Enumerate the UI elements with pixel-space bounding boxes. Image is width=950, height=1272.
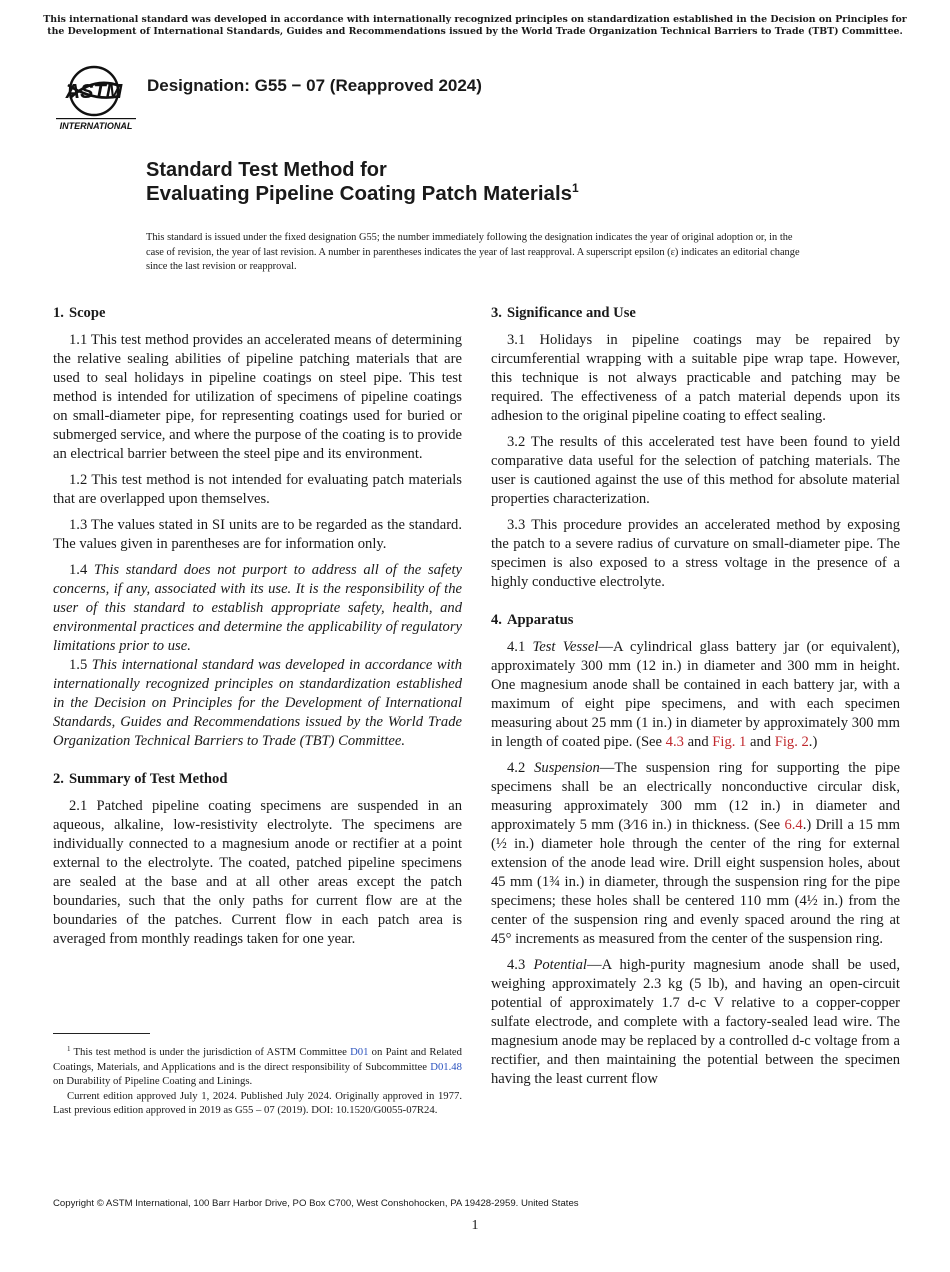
section-title: Significance and Use: [506, 305, 636, 321]
footnote-edition: Current edition approved July 1, 2024. Published July 2024. Originally approved in 1977. Last previous edition approved in 2019 as G55 – 07 (2019). DOI: 10.1520/G0055-07R24.: [53, 1089, 462, 1116]
paragraph-1-3: 1.3 The values stated in SI units are to be regarded as the standard. The values given in parentheses are for information only.: [53, 517, 462, 552]
paragraph-1-2: 1.2 This test method is not intended for evaluating patch materials that are overlapped upon themselves.: [53, 472, 462, 507]
logo-subtitle: INTERNATIONAL: [59, 121, 133, 131]
right-column: [491, 304, 900, 1096]
paragraph-1-4: [53, 561, 462, 656]
term-suspension: Suspension: [534, 760, 600, 776]
footnote-1: [53, 1045, 462, 1089]
paragraph-text-cont: .) Drill a 15 mm (½ in.) diameter hole through the center of the ring for external extension of the anode lead wire. Drill eight suspension holes, about 45 mm (1¾ in.) in diameter, through the suspension ring for the pipe specimens; these holes shall be centered 110 mm (4½ in.) from the center of the suspension ring and evenly spaced around the ring at 45° increments as measured from the center of the suspension ring.: [491, 817, 900, 947]
paragraph-text: —A cylindrical glass battery jar (or equivalent), approximately 300 mm (12 in.) in diameter and 300 mm in height. One magnesium anode shall be contained in each battery jar, with a maximum of eight pipe specimens, and with each specimen measuring about 25 mm (1 in.) in diameter by approximately 300 mm in length of coated pipe. (See: [491, 639, 900, 750]
ref-link-d01-48[interactable]: D01.48: [430, 1060, 462, 1073]
paragraph-4-2: [491, 759, 900, 949]
left-column: [53, 304, 462, 956]
term-test-vessel: Test Vessel: [532, 639, 599, 655]
paragraph-1-1: 1.1 This test method provides an accelerated means of determining the relative sealing abilities of pipeline patching materials that are used to seal holidays in pipeline coatings on steel pipe. This test method is intended for utilization of specimens of pipeline coatings on small-diameter pipe, for representing coatings used for buried or submerged service, and where the purpose of the coating is to provide an electrical barrier between the steel pipe and its environment.: [53, 332, 462, 462]
ref-link-4-3[interactable]: 4.3: [665, 734, 684, 750]
paragraph-3-1: 3.1 Holidays in pipeline coatings may be repaired by circumferential wrapping with a suitable pipe wrap tape. However, this technique is not always practicable and patching may be required. The effectiveness of a patch material depends upon its adhesion to the original pipeline coating to effect sealing.: [491, 332, 900, 424]
title-line-2: [146, 182, 866, 206]
ref-link-6-4[interactable]: 6.4: [784, 817, 803, 833]
page-number: 1: [471, 1218, 479, 1233]
paragraph-2-1: 2.1 Patched pipeline coating specimens are suspended in an aqueous, alkaline, low-resistivity electrolyte. The specimens are individually connected to a magnesium anode or rectifier at a point external to the electrolyte. The coated, patched pipeline specimens are sealed at the base and at all other areas except the patch boundaries, such that the only paths for current flow are at the boundaries of the patches. Current flow in each patch area is averaged from monthly readings taken for one year.: [53, 798, 462, 947]
section-number: 4.: [491, 612, 502, 628]
paragraph-text: This international standard was developed in accordance with internationally recognized principles on standardization established in the Decision on Principles for the Development of International Standards, Guides and Recommendations issued by the World Trade Organization Technical Barriers to Trade (TBT) Committee.: [53, 657, 463, 749]
paragraph-number: 4.3: [507, 957, 526, 973]
section-heading-significance: [491, 304, 900, 323]
logo-wordmark: ASTM: [65, 81, 123, 103]
title-footnote-mark: 1: [572, 181, 579, 195]
closing-text: .): [808, 734, 818, 750]
section-number: 3.: [491, 305, 502, 321]
title-line-1: Standard Test Method for: [146, 159, 387, 181]
section-title: Summary of Test Method: [68, 771, 228, 787]
copyright-line: Copyright © ASTM International, 100 Barr Harbor Drive, PO Box C700, West Conshohocken, PA 19428-2959. United States: [53, 1198, 579, 1209]
ref-link-fig-2[interactable]: Fig. 2: [774, 734, 809, 750]
section-title: Apparatus: [506, 612, 574, 628]
footnote-text: on Paint and Related Coatings, Materials, and Applications and is the direct responsibility of Subcommittee: [53, 1046, 462, 1073]
paragraph-4-1: [491, 638, 900, 752]
designation: Designation: G55 − 07 (Reapproved 2024): [147, 76, 482, 95]
connector-text: and: [746, 734, 775, 750]
footnote-divider: [53, 1033, 150, 1034]
title-main: Evaluating Pipeline Coating Patch Materials: [146, 182, 573, 205]
paragraph-1-5: [53, 656, 462, 751]
footnote-mark: 1: [67, 1045, 71, 1053]
footnote-text: This test method is under the jurisdiction of ASTM Committee: [73, 1046, 351, 1058]
paragraph-3-2: 3.2 The results of this accelerated test have been found to yield comparative data useful for the selection of patching materials. The user is cautioned against the use of this method for absolute material properties characterization.: [491, 434, 900, 507]
astm-logo-icon: [54, 58, 138, 132]
ref-link-fig-1[interactable]: Fig. 1: [712, 734, 747, 750]
paragraph-number: 1.5: [69, 657, 88, 673]
connector-text: and: [683, 734, 713, 750]
section-title: Scope: [68, 305, 106, 321]
paragraph-number: 1.4: [69, 562, 88, 578]
footnote-text: on Durability of Pipeline Coating and Linings.: [53, 1075, 253, 1087]
tbt-notice: This international standard was developed in accordance with internationally recognized principles on standardization established in the Decision on Principles for the Development of International Standards, Guides and Recommendations issued by the World Trade Organization Technical Barriers to Trade (TBT) Committee.: [43, 14, 907, 37]
title-block: [146, 158, 866, 206]
paragraph-text: —The suspension ring for supporting the pipe specimens shall be an electrically nonconductive circular disk, measuring approximately 300 mm (12 in.) in diameter and approximately 5 mm (3⁄16 in.) in thickness. (See: [491, 760, 901, 833]
paragraph-3-3: 3.3 This procedure provides an accelerated method by exposing the patch to a severe radius of curvature on small-diameter pipe. The specimen is also exposed to a stress voltage in the presence of a highly conductive electrolyte.: [491, 517, 900, 590]
section-heading-summary: [53, 770, 462, 789]
section-number: 1.: [53, 305, 64, 321]
paragraph-4-3: [491, 956, 900, 1089]
issue-note: This standard is issued under the fixed designation G55; the number immediately following the designation indicates the year of original adoption or, in the case of revision, the year of last revision. A number in parentheses indicates the year of last reapproval. A superscript epsilon (ε) indicates an editorial change since the last revision or reapproval.: [146, 232, 800, 272]
section-heading-apparatus: [491, 611, 900, 630]
section-number: 2.: [53, 771, 64, 787]
paragraph-number: 4.1: [507, 639, 526, 655]
section-heading-scope: [53, 304, 462, 323]
footnotes: [53, 1045, 462, 1118]
term-potential: Potential: [533, 957, 587, 973]
paragraph-text: This standard does not purport to address all of the safety concerns, if any, associated with its use. It is the responsibility of the user of this standard to establish appropriate safety, health, and environmental practices and determine the applicability of regulatory limitations prior to use.: [53, 562, 462, 654]
ref-link-d01[interactable]: D01: [350, 1046, 369, 1058]
paragraph-number: 4.2: [507, 760, 526, 776]
paragraph-text: —A high-purity magnesium anode shall be used, weighing approximately 2.3 kg (5 lb), and having an open-circuit potential of approximately 1.7 d-c V relative to a copper-copper sulfate electrode, and complete with a factory-sealed lead wire. The magnesium anode may be replaced by a controlled d-c voltage from a rectifier, and then maintaining the potential between the specimen having the least current flow: [491, 957, 900, 1087]
